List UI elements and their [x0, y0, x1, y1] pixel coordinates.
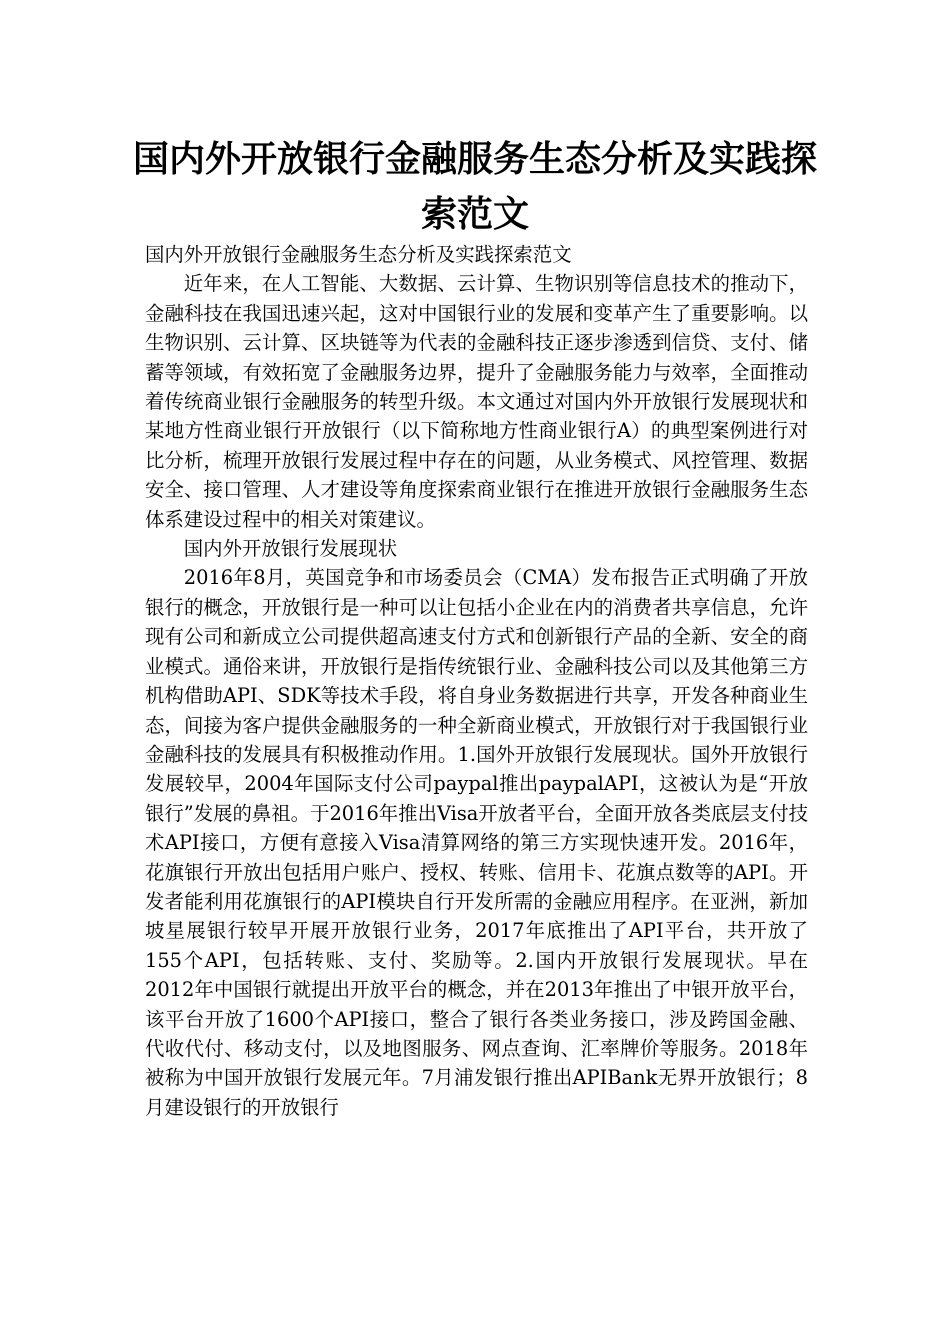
document-title: 国内外开放银行金融服务生态分析及实践探索范文: [132, 139, 817, 235]
body-paragraph: 2016年8月，英国竞争和市场委员会（CMA）发布报告正式明确了开放银行的概念，开放银行是一种可以让包括小企业在内的消费者共享信息，允许现有公司和新成立公司提供超高速支付方式和创新银行产品的全新、安全的商业模式。通俗来讲，开放银行是指传统银行业、金融科技公司以及其他第三方机构借助API、SDK等技术手段，将自身业务数据进行共享，开发各种商业生态，间接为客户提供金融服务的一种全新商业模式，开放银行对于我国银行业金融科技的发展具有积极推动作用。1.国外开放银行发展现状。国外开放银行发展较早，2004年国际支付公司paypal推出paypalAPI，这被认为是“开放银行”发展的鼻祖。于2016年推出Visa开放者平台，全面开放各类底层支付技术API接口，方便有意接入Visa清算网络的第三方实现快速开发。2016年，花旗银行开放出包括用户账户、授权、转账、信用卡、花旗点数等的API。开发者能利用花旗银行的API模块自行开发所需的金融应用程序。在亚洲，新加坡星展银行较早开展开放银行业务，2017年底推出了API平台，共开放了155个API，包括转账、支付、奖励等。2.国内开放银行发展现状。早在2012年中国银行就提出开放平台的概念，并在2013年推出了中银开放平台，该平台开放了1600个API接口，整合了银行各类业务接口，涉及跨国金融、代收代付、移动支付，以及地图服务、网点查询、汇率牌价等服务。2018年被称为中国开放银行发展元年。7月浦发银行推出APIBank无界开放银行；8月建设银行的开放银行: [145, 566, 808, 1119]
document-body: [145, 240, 808, 1122]
body-paragraph: 近年来，在人工智能、大数据、云计算、生物识别等信息技术的推动下，金融科技在我国迅速兴起，这对中国银行业的发展和变革产生了重要影响。以生物识别、云计算、区块链等为代表的金融科技正逐步渗透到信贷、支付、储蓄等领域，有效拓宽了金融服务边界，提升了金融服务能力与效率，全面推动着传统商业银行金融服务的转型升级。本文通过对国内外开放银行发展现状和某地方性商业银行开放银行（以下简称地方性商业银行A）的典型案例进行对比分析，梳理开放银行发展过程中存在的问题，从业务模式、风控管理、数据安全、接口管理、人才建设等角度探索商业银行在推进开放银行金融服务生态体系建设过程中的相关对策建议。: [145, 272, 808, 531]
body-paragraph: 国内外开放银行金融服务生态分析及实践探索范文: [145, 243, 572, 266]
section-heading: 国内外开放银行发展现状: [183, 537, 398, 561]
